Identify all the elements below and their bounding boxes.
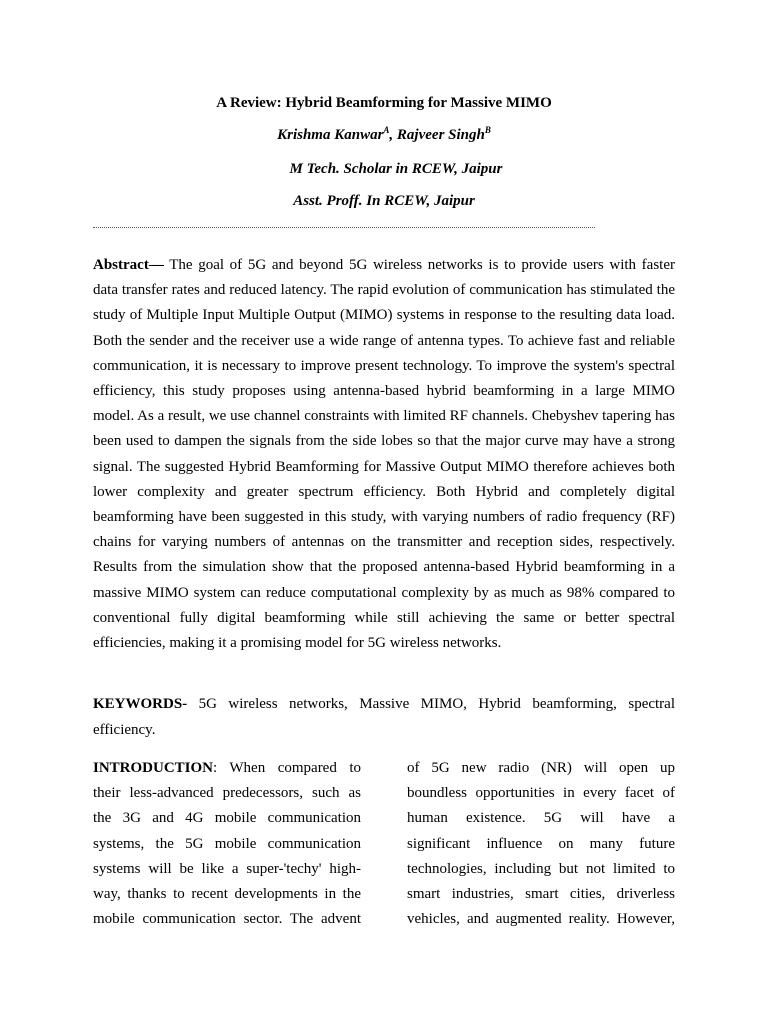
- abstract-paragraph: [93, 253, 675, 656]
- intro-left-line: [93, 756, 361, 781]
- intro-right-line: significant influence on many future: [407, 835, 675, 852]
- intro-left-line: the 3G and 4G mobile communication: [93, 810, 361, 827]
- intro-right-line: smart industries, smart cities, driverless: [407, 885, 675, 902]
- intro-left-line: systems will be like a super-'techy' high-: [93, 860, 361, 877]
- affiliation-1: M Tech. Scholar in RCEW, Jaipur: [289, 161, 503, 177]
- author-line: [93, 124, 675, 146]
- author-1-name: Krishma Kanwar: [277, 127, 384, 143]
- intro-left-line: way, thanks to recent developments in the: [93, 885, 361, 902]
- intro-right-line: human existence. 5G will have a: [407, 810, 675, 827]
- author-1-superscript: A: [383, 125, 390, 135]
- intro-right-line: vehicles, and augmented reality. However,: [407, 911, 675, 928]
- intro-left-line-text: : When compared to: [213, 760, 361, 776]
- intro-left-line: mobile communication sector. The advent: [93, 911, 361, 928]
- intro-right-line: technologies, including but not limited to: [407, 860, 675, 877]
- introduction-left-column: [93, 756, 361, 932]
- keywords-label: KEYWORDS-: [93, 696, 188, 712]
- author-separator: ,: [389, 127, 397, 143]
- abstract-label: Abstract—: [93, 257, 164, 273]
- keywords-text: 5G wireless networks, Massive MIMO, Hybrid beamforming, spectral efficiency.: [93, 696, 675, 738]
- separator-rule: [93, 227, 595, 228]
- introduction-label: INTRODUCTION: [93, 760, 214, 776]
- paper-title: A Review: Hybrid Beamforming for Massive MIMO: [216, 95, 552, 111]
- introduction-right-column: [407, 756, 675, 932]
- keywords-paragraph: [93, 692, 675, 743]
- intro-right-line: of 5G new radio (NR) will open up: [407, 760, 675, 776]
- intro-left-line: systems, the 5G mobile communication: [93, 835, 361, 852]
- abstract-text: The goal of 5G and beyond 5G wireless networks is to provide users with faster data transfer rates and reduced latency. The rapid evolution of communication has stimulated the study of Multiple Input Multiple Output (MIMO) systems in response to the resulting data load. Both the sender and the receiver use a wide range of antenna types. To achieve fast and reliable communication, it is necessary to improve present technology. To improve the system's spectral efficiency, this study proposes using antenna-based hybrid beamforming in a large MIMO model. As a result, we use channel constraints with limited RF channels. Chebyshev tapering has been used to dampen the signals from the side lobes so that the major curve may have a strong signal. The suggested Hybrid Beamforming for Massive Output MIMO therefore achieves both lower complexity and greater spectrum efficiency. Both Hybrid and completely digital beamforming have been suggested in this study, with varying numbers of radio frequency (RF) chains for varying numbers of antennas on the transmitter and reception sides, respectively. Results from the simulation show that the proposed antenna-based Hybrid beamforming in a massive MIMO system can reduce computational complexity by as much as 98% compared to conventional fully digital beamforming while still achieving the same or better spectral efficiencies, making it a promising model for 5G wireless networks.: [93, 257, 675, 652]
- intro-right-line: boundless opportunities in every facet of: [407, 785, 675, 802]
- author-2-name: Rajveer Singh: [396, 127, 485, 143]
- intro-left-line: their less-advanced predecessors, such as: [93, 785, 361, 802]
- affiliation-2: Asst. Proff. In RCEW, Jaipur: [293, 193, 475, 209]
- author-2-superscript: B: [484, 125, 491, 135]
